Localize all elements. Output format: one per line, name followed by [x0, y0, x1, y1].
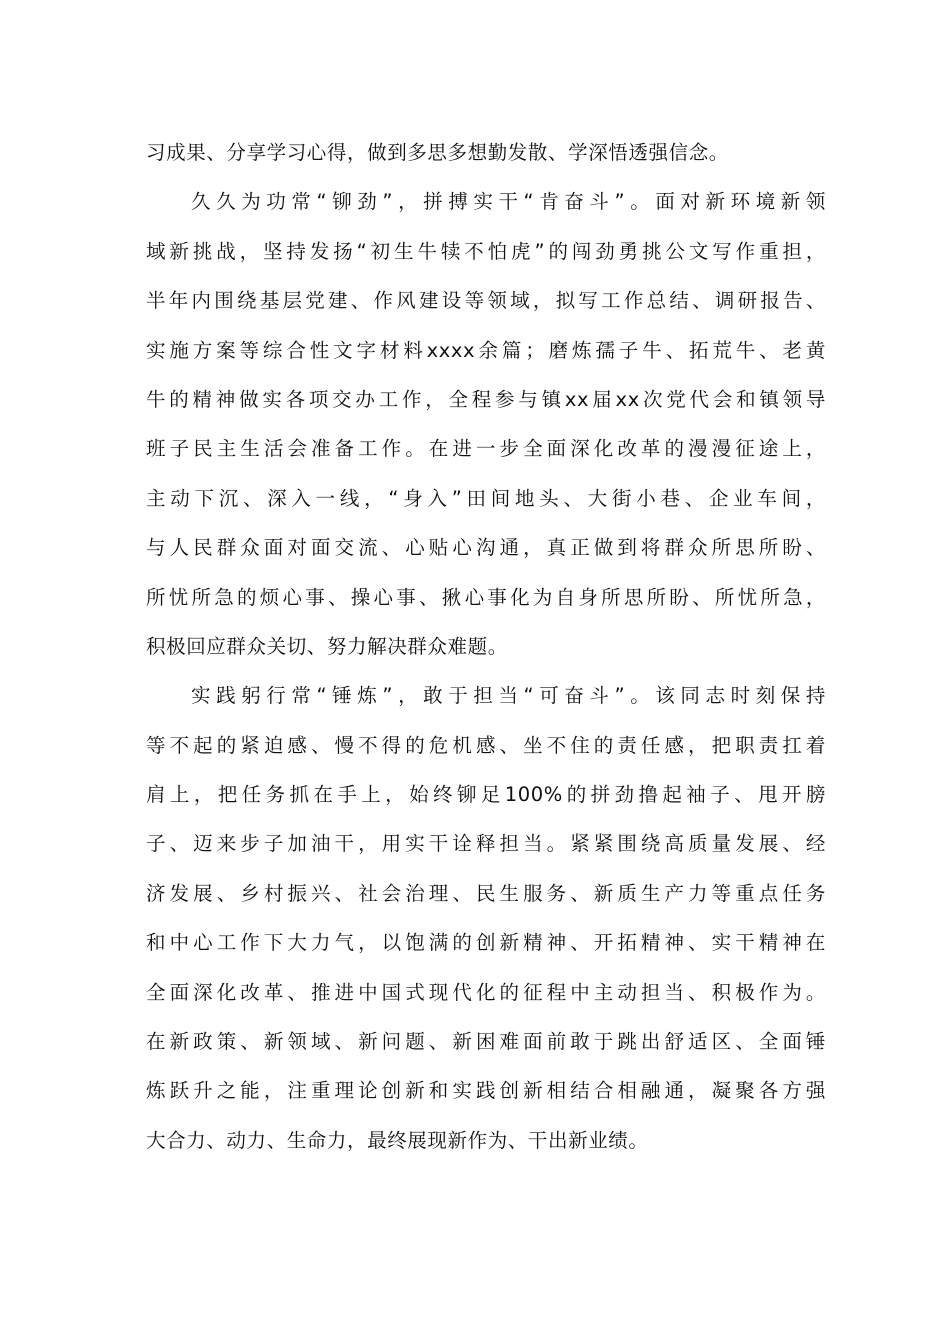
text-line: 与人民群众面对面交流、心贴心沟通，真正做到将群众所思所盼、	[146, 536, 826, 560]
text-line: 实施方案等综合性文字材料xxxx余篇；磨炼孺子牛、拓荒牛、老黄	[146, 338, 826, 362]
text-line: 全面深化改革、推进中国式现代化的征程中主动担当、积极作为。	[146, 980, 826, 1004]
paragraph-3	[146, 671, 826, 1165]
text-line: 积极回应群众关切、努力解决群众难题。	[146, 634, 508, 658]
paragraph-1	[146, 128, 826, 177]
text-line: 班子民主生活会准备工作。在进一步全面深化改革的漫漫征途上，	[146, 437, 826, 461]
text-line: 习成果、分享学习心得，做到多思多想勤发散、学深悟透强信念。	[146, 141, 729, 164]
text-line: 等不起的紧迫感、慢不得的危机感、坐不住的责任感，把职责扛着	[146, 733, 826, 757]
text-line: 主动下沉、深入一线，“身入”田间地头、大街小巷、企业车间，	[146, 486, 826, 510]
document-body	[146, 128, 826, 1165]
text-line: 肩上，把任务抓在手上，始终铆足100%的拼劲撸起袖子、甩开膀	[146, 783, 826, 807]
text-line: 半年内围绕基层党建、作风建设等领域，拟写工作总结、调研报告、	[146, 289, 826, 313]
text-line: 炼跃升之能，注重理论创新和实践创新相结合相融通，凝聚各方强	[146, 1079, 826, 1103]
text-line: 在新政策、新领域、新问题、新困难面前敢于跳出舒适区、全面锤	[146, 1030, 826, 1054]
text-line: 所忧所急的烦心事、操心事、揪心事化为自身所思所盼、所忧所急，	[146, 585, 826, 609]
text-line: 牛的精神做实各项交办工作，全程参与镇xx届xx次党代会和镇领导	[146, 387, 826, 411]
text-line: 域新挑战，坚持发扬“初生牛犊不怕虎”的闯劲勇挑公文写作重担，	[146, 239, 826, 263]
text-line: 实践躬行常“锤炼”，敢于担当“可奋斗”。该同志时刻保持	[191, 684, 826, 708]
paragraph-2	[146, 177, 826, 671]
text-line: 大合力、动力、生命力，最终展现新作为、干出新业绩。	[146, 1128, 649, 1152]
text-line: 和中心工作下大力气，以饱满的创新精神、开拓精神、实干精神在	[146, 931, 826, 955]
text-line: 久久为功常“铆劲”，拼搏实干“肯奋斗”。面对新环境新领	[191, 190, 826, 214]
text-line: 济发展、乡村振兴、社会治理、民生服务、新质生产力等重点任务	[146, 881, 826, 905]
text-line: 子、迈来步子加油干，用实干诠释担当。紧紧围绕高质量发展、经	[146, 832, 826, 856]
